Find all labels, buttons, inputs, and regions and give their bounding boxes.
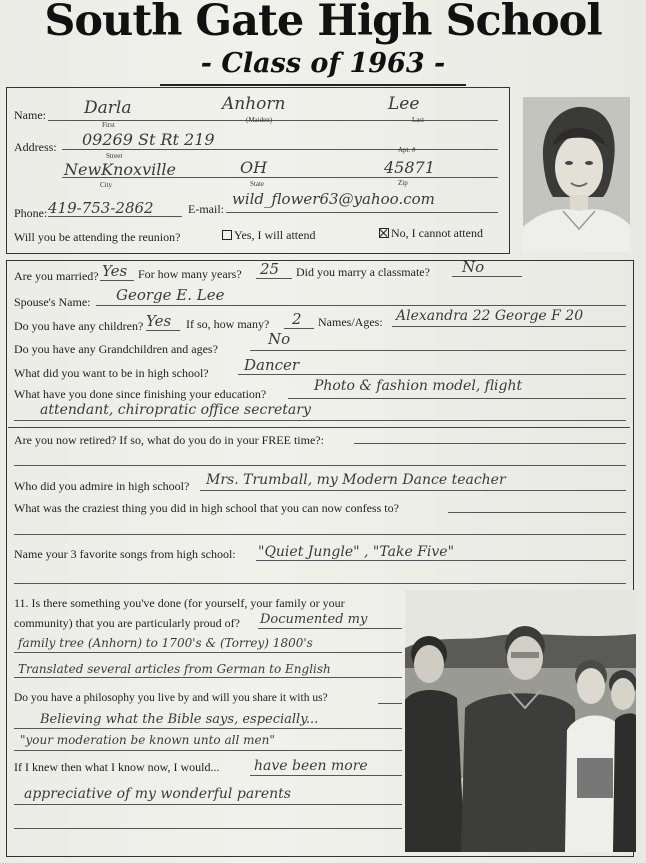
apt-caption: Apt. # — [398, 146, 416, 154]
grandchildren-question: Do you have any Grandchildren and ages? — [14, 342, 218, 356]
zip-caption: Zip — [398, 179, 408, 187]
want-question: What did you want to be in high school? — [14, 366, 209, 380]
email-value: wild_flower63@yahoo.com — [232, 190, 435, 208]
admire-answer: Mrs. Trumball, my Modern Dance teacher — [206, 472, 506, 488]
last-name-value: Lee — [388, 94, 420, 114]
philosophy-line-3 — [14, 750, 402, 751]
proud-answer-line1: Documented my — [260, 612, 368, 627]
retired-question: Are you now retired? If so, what do you do in your FREE time?: — [14, 433, 324, 447]
proud-question-line2: community) that you are particularly proud of? — [14, 616, 240, 630]
first-name-value: Darla — [84, 98, 132, 118]
since-answer-line2: attendant, chiropratic office secretary — [40, 402, 311, 418]
proud-answer-line2: family tree (Anhorn) to 1700's & (Torrey) 1800's — [18, 636, 313, 650]
senior-portrait-photo — [523, 97, 630, 252]
portrait-illustration — [523, 97, 630, 252]
howmany-line — [284, 328, 314, 329]
address-line — [62, 149, 498, 150]
songs-line-1 — [256, 560, 626, 561]
philosophy-answer-line2: "your moderation be known unto all men" — [20, 733, 275, 747]
phone-label: Phone: — [14, 206, 48, 220]
attend-question: Will you be attending the reunion? — [14, 230, 181, 244]
attend-yes-checkbox[interactable] — [222, 230, 232, 240]
classmate-question: Did you marry a classmate? — [296, 265, 430, 279]
street-caption: Street — [106, 152, 123, 160]
proud-answer-line3: Translated several articles from German to English — [18, 662, 331, 676]
attend-no-checkbox-checked[interactable] — [379, 228, 389, 238]
phone-line — [48, 216, 182, 217]
knew-line-2 — [14, 804, 402, 805]
years-question: For how many years? — [138, 267, 242, 281]
maiden-caption: (Maiden) — [246, 116, 273, 124]
admire-line — [200, 490, 626, 491]
philosophy-line-2 — [14, 728, 402, 729]
attend-yes-option[interactable] — [222, 228, 315, 243]
married-question: Are you married? — [14, 269, 99, 283]
name-label: Name: — [14, 108, 46, 122]
grandchildren-line — [250, 350, 626, 351]
knew-line-3 — [14, 828, 402, 829]
attend-yes-label: Yes, I will attend — [234, 228, 316, 242]
since-answer-line1: Photo & fashion model, flight — [314, 378, 523, 394]
maiden-name-value: Anhorn — [222, 94, 286, 114]
classmate-line — [452, 276, 522, 277]
years-line — [256, 278, 292, 279]
spouse-answer: George E. Lee — [116, 286, 225, 304]
section-divider-1 — [8, 427, 630, 428]
retired-line-2 — [14, 465, 626, 466]
proud-line-3 — [14, 677, 402, 678]
class-year-heading: - Class of 1963 - — [200, 48, 446, 79]
first-caption: First — [102, 121, 115, 129]
attend-no-label: No, I cannot attend — [391, 226, 483, 240]
last-caption: Last — [412, 116, 425, 124]
knew-question: If I knew then what I know now, I would... — [14, 760, 220, 774]
family-photo-illustration — [405, 590, 636, 852]
howmany-question: If so, how many? — [186, 317, 270, 331]
phone-value: 419-753-2862 — [48, 199, 154, 217]
knew-answer-line2: appreciative of my wonderful parents — [24, 786, 291, 802]
craziest-line-1 — [448, 512, 626, 513]
names-ages-question: Names/Ages: — [318, 315, 383, 329]
since-question: What have you done since finishing your education? — [14, 387, 267, 401]
email-label: E-mail: — [188, 202, 224, 216]
philosophy-question: Do you have a philosophy you live by and will you share it with us? — [14, 692, 328, 704]
howmany-answer: 2 — [292, 310, 302, 328]
since-line-2 — [14, 420, 626, 421]
grandchildren-answer: No — [268, 330, 291, 348]
songs-answer: "Quiet Jungle" , "Take Five" — [258, 544, 455, 560]
songs-question: Name your 3 favorite songs from high school: — [14, 547, 236, 561]
philosophy-answer-line1: Believing what the Bible says, especially... — [40, 712, 319, 727]
name-line — [48, 120, 498, 121]
state-value: OH — [240, 158, 268, 177]
school-title: South Gate High School — [44, 0, 602, 46]
married-line — [100, 280, 134, 281]
children-question: Do you have any children? — [14, 319, 144, 333]
city-caption: City — [100, 181, 113, 189]
proud-line-2 — [14, 652, 402, 653]
email-line — [226, 212, 498, 213]
knew-answer-line1: have been more — [254, 758, 368, 774]
proud-line-1 — [258, 628, 402, 629]
retired-line-1 — [354, 443, 626, 444]
children-line — [146, 330, 180, 331]
names-ages-line — [392, 326, 626, 327]
names-ages-answer: Alexandra 22 George F 20 — [396, 308, 584, 324]
years-answer: 25 — [260, 260, 280, 278]
address-label: Address: — [14, 140, 57, 154]
married-answer: Yes — [102, 262, 128, 280]
songs-line-2 — [14, 583, 626, 584]
admire-question: Who did you admire in high school? — [14, 479, 190, 493]
craziest-question: What was the craziest thing you did in high school that you can now confess to? — [14, 501, 399, 515]
want-line — [238, 374, 626, 375]
attend-no-option[interactable] — [379, 226, 483, 241]
classmate-answer: No — [462, 258, 485, 276]
children-answer: Yes — [146, 312, 172, 330]
state-caption: State — [250, 180, 264, 188]
craziest-line-2 — [14, 534, 626, 535]
since-line-1 — [288, 398, 626, 399]
spouse-question: Spouse's Name: — [14, 295, 91, 309]
city-value: NewKnoxville — [64, 160, 176, 179]
family-photo — [405, 590, 636, 852]
knew-line-1 — [250, 775, 402, 776]
philosophy-line-1 — [378, 703, 402, 704]
spouse-line — [96, 305, 626, 306]
heading-underline — [160, 84, 466, 86]
street-value: 09269 St Rt 219 — [82, 130, 215, 149]
proud-question-line1: 11. Is there something you've done (for yourself, your family or your — [14, 596, 345, 610]
zip-value: 45871 — [384, 158, 435, 177]
want-answer: Dancer — [244, 356, 300, 374]
